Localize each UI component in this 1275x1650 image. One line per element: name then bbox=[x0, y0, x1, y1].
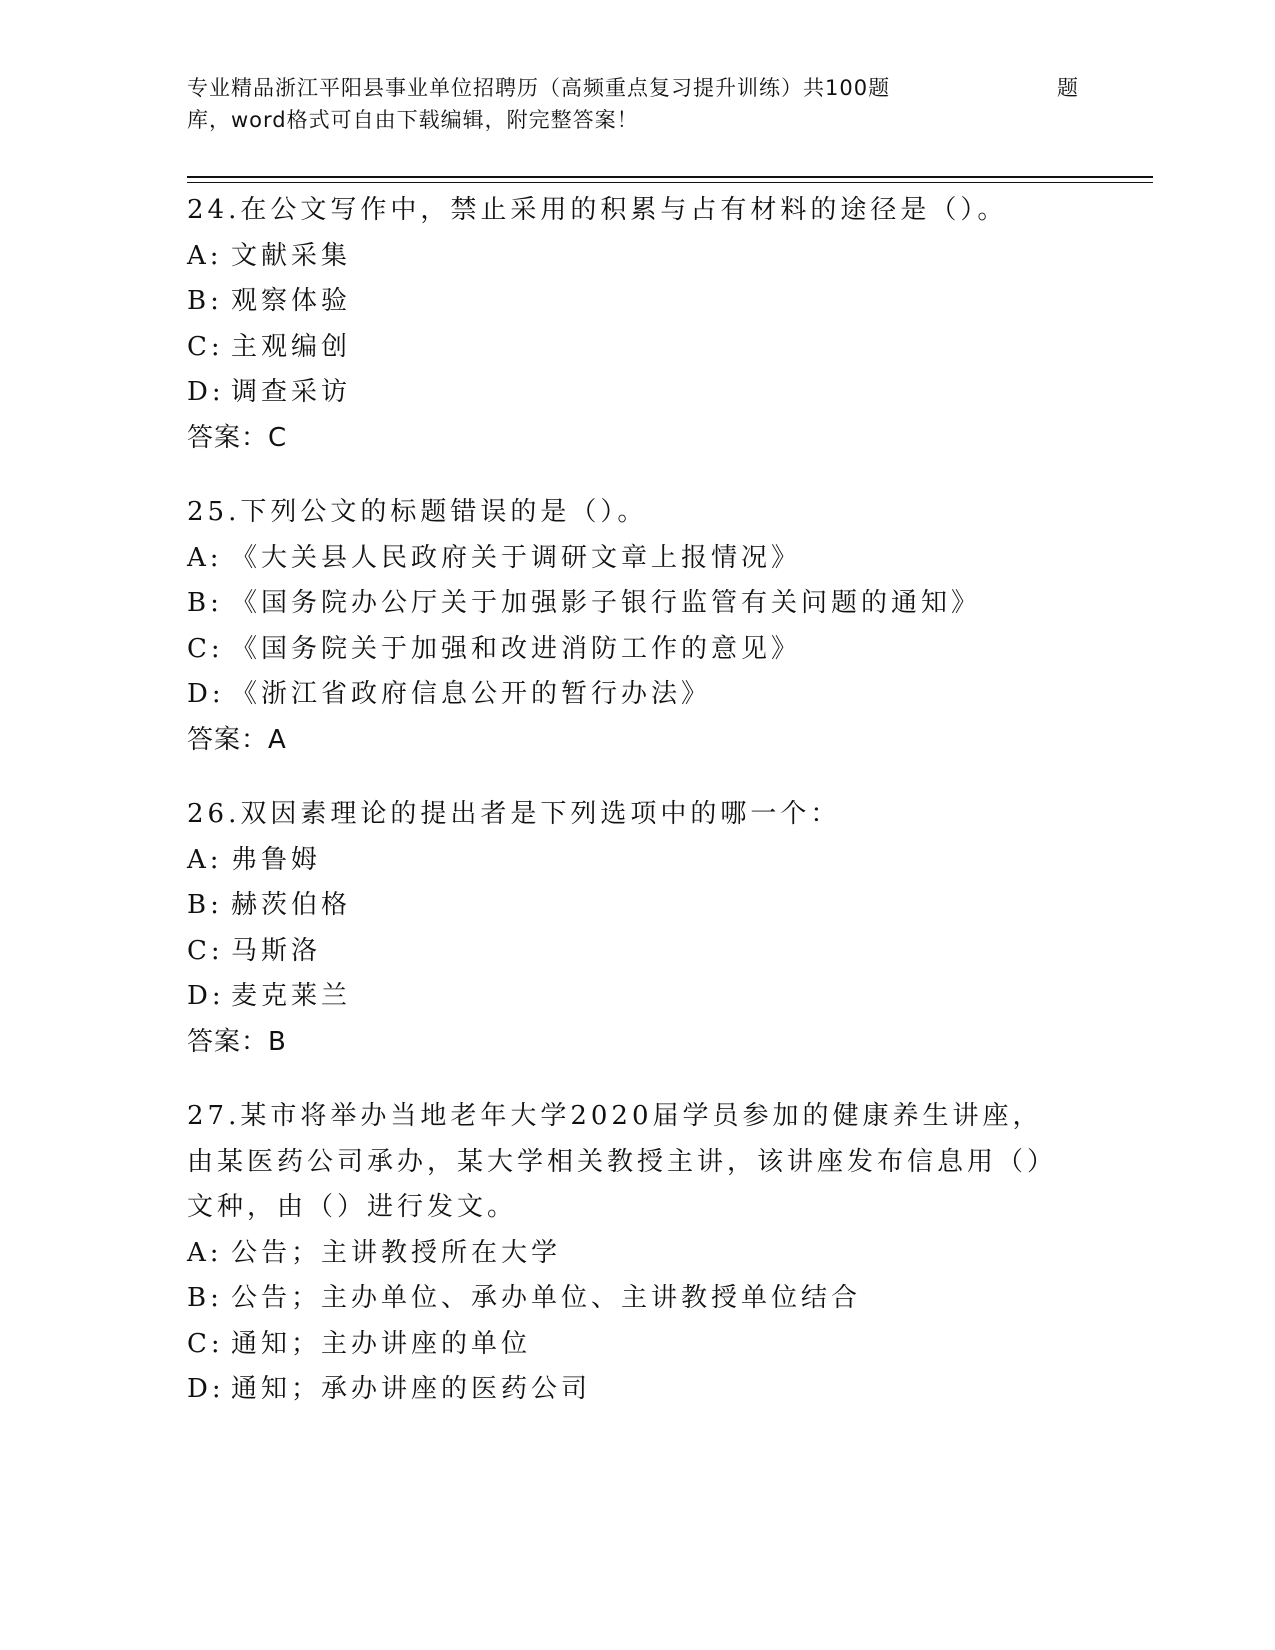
option-text: 文献采集 bbox=[231, 240, 352, 271]
option-c bbox=[187, 627, 1087, 673]
option-letter: B: bbox=[187, 286, 223, 316]
option-a bbox=[187, 838, 1087, 884]
option-a bbox=[187, 1231, 1087, 1277]
header-divider-thin bbox=[187, 182, 1153, 183]
option-text: 主观编创 bbox=[231, 331, 352, 362]
option-c bbox=[187, 929, 1087, 975]
option-text: 《国务院办公厅关于加强影子银行监管有关问题的通知》 bbox=[231, 588, 982, 618]
option-c bbox=[187, 1322, 1087, 1368]
option-text: 《浙江省政府信息公开的暂行办法》 bbox=[231, 679, 712, 709]
option-text: 赫茨伯格 bbox=[231, 890, 352, 920]
option-text: 马斯洛 bbox=[231, 935, 322, 966]
option-letter: C: bbox=[187, 331, 224, 362]
answer-label: 答案：C bbox=[187, 422, 288, 453]
option-text: 通知；主办讲座的单位 bbox=[231, 1328, 532, 1359]
question-stem: 27.某市将举办当地老年大学2020届学员参加的健康养生讲座，由某医药公司承办，某大学相关教授主讲，该讲座发布信息用（）文种，由（）进行发文。 bbox=[187, 1101, 1058, 1222]
option-text: 《国务院关于加强和改进消防工作的意见》 bbox=[231, 633, 802, 664]
option-text: 通知；承办讲座的医药公司 bbox=[231, 1374, 592, 1404]
option-letter: A: bbox=[187, 1237, 223, 1268]
question-list bbox=[187, 188, 1087, 1442]
question-25 bbox=[187, 490, 1087, 763]
option-letter: B: bbox=[187, 890, 223, 920]
question-stem: 24.在公文写作中，禁止采用的积累与占有材料的途径是（）。 bbox=[187, 195, 1008, 225]
answer-label: 答案：A bbox=[187, 724, 287, 755]
question-27 bbox=[187, 1094, 1087, 1413]
option-b bbox=[187, 883, 1087, 929]
option-a bbox=[187, 234, 1087, 280]
option-letter: D: bbox=[187, 981, 225, 1011]
header-title: 专业精品浙江平阳县事业单位招聘历（高频重点复习提升训练）共100题 bbox=[187, 76, 891, 100]
option-text: 公告；主办单位、承办单位、主讲教授单位结合 bbox=[231, 1283, 862, 1313]
question-24 bbox=[187, 188, 1087, 461]
option-b bbox=[187, 1276, 1087, 1322]
option-letter: D: bbox=[187, 679, 225, 709]
option-text: 弗鲁姆 bbox=[231, 844, 322, 875]
question-stem: 25.下列公文的标题错误的是（）。 bbox=[187, 497, 648, 527]
page-header bbox=[187, 72, 1087, 136]
option-d bbox=[187, 974, 1087, 1020]
option-letter: D: bbox=[187, 1374, 225, 1404]
header-line-2: 库，word格式可自由下载编辑，附完整答案！ bbox=[187, 108, 639, 132]
option-text: 《大关县人民政府关于调研文章上报情况》 bbox=[231, 542, 802, 573]
option-letter: B: bbox=[187, 588, 223, 618]
option-b bbox=[187, 581, 1087, 627]
option-letter: D: bbox=[187, 377, 225, 407]
option-d bbox=[187, 1367, 1087, 1413]
answer-label: 答案：B bbox=[187, 1026, 287, 1057]
option-text: 观察体验 bbox=[231, 286, 352, 316]
question-stem: 26.双因素理论的提出者是下列选项中的哪一个： bbox=[187, 799, 841, 829]
option-text: 公告；主讲教授所在大学 bbox=[231, 1237, 562, 1268]
option-letter: A: bbox=[187, 542, 223, 573]
option-text: 调查采访 bbox=[231, 377, 352, 407]
option-c bbox=[187, 325, 1087, 371]
question-26 bbox=[187, 792, 1087, 1065]
header-title-tail: 题 bbox=[1057, 76, 1079, 100]
option-letter: C: bbox=[187, 935, 224, 966]
option-letter: C: bbox=[187, 1328, 224, 1359]
option-d bbox=[187, 672, 1087, 718]
option-text: 麦克莱兰 bbox=[231, 981, 352, 1011]
option-letter: A: bbox=[187, 844, 223, 875]
header-divider-thick bbox=[187, 176, 1153, 178]
option-letter: C: bbox=[187, 633, 224, 664]
option-d bbox=[187, 370, 1087, 416]
option-a bbox=[187, 536, 1087, 582]
option-letter: B: bbox=[187, 1283, 223, 1313]
header-line-1 bbox=[187, 72, 1087, 104]
option-letter: A: bbox=[187, 240, 223, 271]
option-b bbox=[187, 279, 1087, 325]
